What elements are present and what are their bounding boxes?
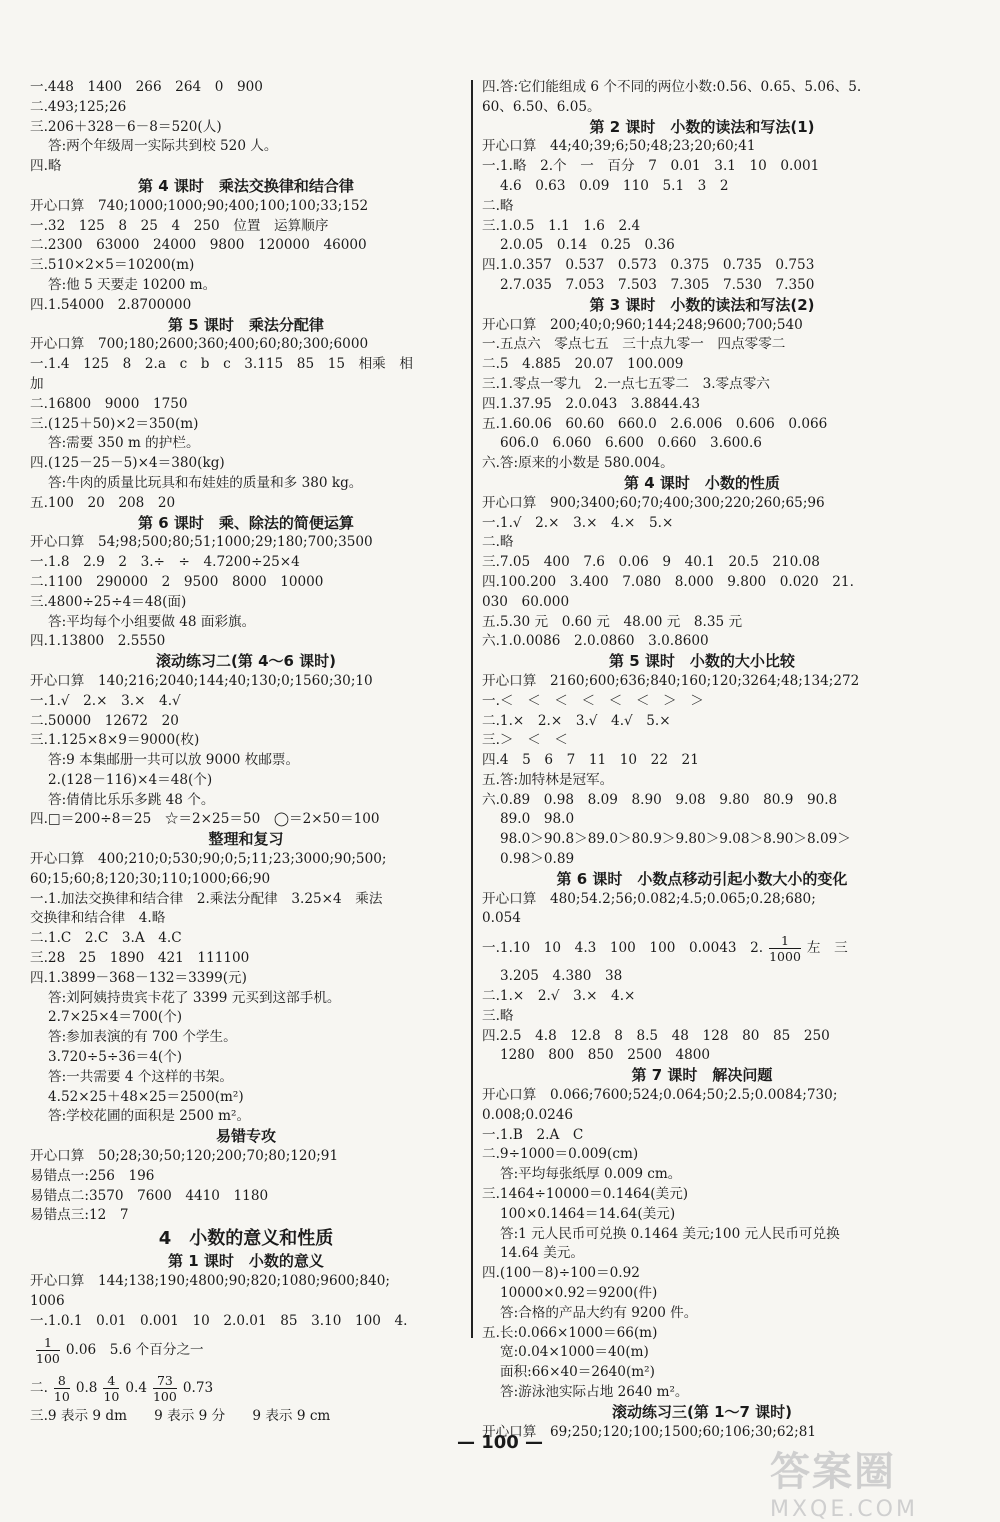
answer-line: 60;15;60;8;120;30;110;1000;66;90 [30, 870, 271, 887]
right-column [482, 78, 922, 1442]
section-heading: 第 5 课时 乘法分配律 [168, 315, 324, 334]
answer-line: 易错点三:12 7 [30, 1207, 129, 1224]
answer-line: 0.98＞0.89 [500, 851, 575, 868]
answer-line: 一.1.√ 2.× 3.× 4.× 5.× [482, 514, 674, 531]
answer-line: 开心口算 54;98;500;80;51;1000;29;180;700;3500 [30, 534, 373, 551]
answer-line: 四.答:它们能组成 6 个不同的两位小数:0.56、0.65、5.06、5. [482, 79, 862, 95]
fraction-denominator: 10 [103, 1389, 120, 1405]
section-heading: 第 4 课时 乘法交换律和结合律 [138, 176, 354, 195]
answer-line: 二.493;125;26 [30, 98, 127, 115]
answer-line: 答:平均每个小组要做 48 面彩旗。 [48, 613, 256, 630]
answer-line: 四.(100－8)÷100＝0.92 [482, 1265, 640, 1282]
answer-line: 60、6.50、6.05。 [482, 98, 601, 115]
answer-line: 1280 800 850 2500 4800 [500, 1047, 711, 1064]
fraction-numerator: 4 [103, 1373, 119, 1389]
answer-line: 开心口算 400;210;0;530;90;0;5;11;23;3000;90;500; [30, 851, 387, 868]
answer-text: 0.73 [182, 1380, 214, 1397]
answer-line: 4.52×25＋48×25＝2500(m²) [48, 1088, 244, 1105]
answer-line: 宽:0.04×1000＝40(m) [500, 1344, 649, 1361]
answer-line: 二.9÷1000＝0.009(cm) [482, 1146, 639, 1163]
answer-line: 五.5.30 元 0.60 元 48.00 元 8.35 元 [482, 613, 743, 630]
answer-line: 一.1.加法交换律和结合律 2.乘法分配律 3.25×4 乘法 [30, 890, 383, 907]
answer-line: 一.1.√ 2.× 3.× 4.√ [30, 692, 181, 709]
answer-line: 开心口算 50;28;30;50;120;200;70;80;120;91 [30, 1148, 339, 1165]
answer-line: 答:合格的产品大约有 9200 件。 [500, 1304, 698, 1321]
answer-line: 答:平均每张纸厚 0.009 cm。 [500, 1166, 682, 1183]
answer-line: 三.(125＋50)×2＝350(m) [30, 415, 199, 432]
answer-line: 0.054 [482, 910, 521, 927]
answer-line: 二.略 [482, 534, 514, 551]
answer-line: 二.5 4.885 20.07 100.009 [482, 356, 684, 373]
page-number: — 100 — [456, 1432, 544, 1453]
answer-line: 二.1.× 2.× 3.√ 4.√ 5.× [482, 712, 671, 729]
section-heading: 整理和复习 [208, 830, 284, 849]
answer-line: 三.＞ ＜ ＜ [482, 732, 568, 749]
fraction [103, 1373, 119, 1404]
left-column [30, 78, 462, 1427]
answer-line: 三.9 表示 9 dm 9 表示 9 分 9 表示 9 cm [30, 1408, 331, 1425]
answer-line: 三.略 [482, 1007, 514, 1024]
answer-line: 答:刘阿姨持贵宾卡花了 3399 元买到这部手机。 [48, 989, 341, 1006]
answer-line: 易错点二:3570 7600 4410 1180 [30, 1187, 269, 1204]
answer-text: 0.8 [75, 1380, 98, 1397]
watermark-text: 答案圈 [770, 1449, 896, 1495]
answer-line: 答:9 本集邮册一共可以放 9000 枚邮票。 [48, 752, 300, 769]
section-heading: 第 2 课时 小数的读法和写法(1) [589, 117, 815, 136]
answer-line: 答:倩倩比乐乐多跳 48 个。 [48, 791, 215, 808]
answer-line: 开心口算 2160;600;636;840;160;120;3264;48;134;272 [482, 672, 860, 689]
answer-line: 2.(128－116)×4＝48(个) [48, 771, 213, 788]
answer-line: 开心口算 144;138;190;4800;90;820;1080;9600;840; [30, 1273, 391, 1290]
answer-line: 三.1.125×8×9＝9000(枚) [30, 732, 200, 749]
answer-line: 加 [30, 375, 44, 392]
section-heading: 第 6 课时 乘、除法的简便运算 [138, 513, 354, 532]
answer-line: 二.1100 290000 2 9500 8000 10000 [30, 573, 324, 590]
answer-line: 三.1464÷10000＝0.1464(美元) [482, 1186, 689, 1203]
answer-line: 答:1 元人民币可兑换 0.1464 美元;100 元人民币可兑换 [500, 1225, 840, 1242]
answer-line: 一.448 1400 266 264 0 900 [30, 79, 263, 95]
answer-line: 三.1.零点一零九 2.一点七五零二 3.零点零六 [482, 375, 770, 392]
answer-line: 0.008;0.0246 [482, 1106, 574, 1123]
answer-line: 一.1.4 125 8 2.a c b c 3.115 85 15 相乘 相 [30, 356, 413, 373]
answer-line: 五.1.60.06 60.60 660.0 2.6.006 0.606 0.066 [482, 415, 828, 432]
section-heading: 第 5 课时 小数的大小比较 [609, 652, 795, 671]
fraction-denominator: 100 [36, 1351, 60, 1367]
answer-line: 五.100 20 208 20 [30, 494, 176, 511]
answer-line: 答:一共需要 4 个这样的书架。 [48, 1068, 233, 1085]
fraction-denominator: 100 [152, 1389, 177, 1405]
fraction [153, 1373, 177, 1404]
fraction-denominator: 10 [53, 1389, 70, 1405]
fraction-numerator: 1 [36, 1335, 60, 1351]
answer-line: 开心口算 44;40;39;6;50;48;23;20;60;41 [482, 138, 756, 155]
answer-line: 四.□＝200÷8＝25 ☆＝2×25＝50 ◯＝2×50＝100 [30, 811, 380, 828]
answer-line: 606.0 6.060 6.600 0.660 3.600.6 [500, 435, 762, 452]
answer-line: 2.7.035 7.053 7.503 7.305 7.530 7.350 [500, 276, 815, 293]
answer-line: 3.205 4.380 38 [500, 968, 623, 985]
answer-line: 一.五点六 零点七五 三十点九零一 四点零零二 [482, 336, 786, 353]
answer-line: 答:需要 350 m 的护栏。 [48, 435, 200, 452]
answer-line: 答:学校花圃的面积是 2500 m²。 [48, 1108, 251, 1125]
answer-line [30, 1331, 462, 1369]
answer-line: 三.206＋328－6－8＝520(人) [30, 118, 222, 135]
fraction [54, 1373, 70, 1404]
answer-line: 二.1.C 2.C 3.A 4.C [30, 930, 182, 947]
answer-line: 五.长:0.066×1000＝66(m) [482, 1324, 658, 1341]
answer-line: 面积:66×40＝2640(m²) [500, 1364, 655, 1381]
answer-line: 开心口算 200;40;0;960;144;248;9600;700;540 [482, 316, 803, 333]
section-heading: 滚动练习三(第 1～7 课时) [611, 1402, 793, 1421]
answer-line: 10000×0.92＝9200(件) [500, 1285, 658, 1302]
answer-line: 2.0.05 0.14 0.25 0.36 [500, 237, 675, 254]
fraction [769, 933, 801, 964]
answer-line: 一.1.B 2.A C [482, 1126, 584, 1143]
answer-line: 开心口算 740;1000;1000;90;400;100;100;33;152 [30, 197, 369, 214]
answer-line: 3.720÷5÷36＝4(个) [48, 1049, 183, 1066]
answer-line: 交换律和结合律 4.略 [30, 910, 166, 927]
answer-line: 四.1.0.357 0.537 0.573 0.375 0.735 0.753 [482, 257, 815, 274]
section-heading: 第 4 课时 小数的性质 [624, 473, 780, 492]
answer-text: 0.06 5.6 个百分之一 [65, 1342, 204, 1359]
answer-line: 一.＜ ＜ ＜ ＜ ＜ ＜ ＞ ＞ [482, 692, 704, 709]
answer-line: 开心口算 900;3400;60;70;400;300;220;260;65;96 [482, 494, 825, 511]
answer-line: 四.(125－25－5)×4＝380(kg) [30, 455, 225, 472]
answer-line: 三.510×2×5＝10200(m) [30, 257, 195, 274]
answer-line: 开心口算 700;180;2600;360;400;60;80;300;6000 [30, 336, 369, 353]
answer-line: 2.7×25×4＝700(个) [48, 1009, 183, 1026]
answer-line: 开心口算 0.066;7600;524;0.064;50;2.5;0.0084;730; [482, 1087, 838, 1104]
answer-line: 开心口算 140;216;2040;144;40;130;0;1560;30;10 [30, 672, 373, 689]
answer-line: 一.1.0.1 0.01 0.001 10 2.0.01 85 3.10 100 4. [30, 1312, 408, 1329]
fraction-denominator: 1000 [769, 949, 801, 965]
answer-text: 0.4 [125, 1380, 147, 1397]
answer-line: 89.0 98.0 [500, 811, 575, 828]
answer-line: 答:两个年级周一实际共到校 520 人。 [48, 138, 278, 155]
answer-line: 答:参加表演的有 700 个学生。 [48, 1029, 237, 1046]
answer-line: 一.1.略 2.个 一 百分 7 0.01 3.1 10 0.001 [482, 158, 820, 175]
answer-text: 左 三 [806, 940, 848, 957]
answer-line: 三.28 25 1890 421 111100 [30, 950, 250, 967]
answer-line: 一.32 125 8 25 4 250 位置 运算顺序 [30, 217, 329, 234]
answer-line: 开心口算 480;54.2;56;0.082;4.5;0.065;0.28;680; [482, 890, 816, 907]
answer-line: 14.64 美元。 [500, 1245, 585, 1262]
answer-line: 四.1.13800 2.5550 [30, 633, 166, 650]
answer-line: 1006 [30, 1292, 65, 1309]
answer-line: 四.1.54000 2.8700000 [30, 296, 192, 313]
answer-text: 二. [30, 1380, 48, 1397]
answer-line: 四.1.37.95 2.0.043 3.8844.43 [482, 395, 701, 412]
answer-line: 五.答:加特林是冠军。 [482, 771, 614, 788]
answer-line: 一.1.8 2.9 2 3.÷ ÷ 4.7200÷25×4 [30, 554, 300, 571]
section-heading: 4 小数的意义和性质 [158, 1228, 334, 1250]
answer-line: 答:游泳池实际占地 2640 m²。 [500, 1384, 689, 1400]
answer-line: 三.7.05 400 7.6 0.06 9 40.1 20.5 210.08 [482, 554, 820, 571]
answer-line: 开心口算 69;250;120;100;1500;60;106;30;62;81 [482, 1423, 817, 1440]
fraction [36, 1335, 60, 1366]
answer-line: 二.略 [482, 197, 514, 214]
answer-line: 易错点一:256 196 [30, 1167, 155, 1184]
answer-line: 四.2.5 4.8 12.8 8 8.5 48 128 80 85 250 [482, 1027, 830, 1044]
answer-line: 4.6 0.63 0.09 110 5.1 3 2 [500, 177, 729, 194]
answer-line: 四.100.200 3.400 7.080 8.000 9.800 0.020 21. [482, 573, 854, 590]
answer-line: 二.2300 63000 24000 9800 120000 46000 [30, 237, 367, 254]
section-heading: 易错专攻 [215, 1127, 276, 1146]
answer-line: 二.16800 9000 1750 [30, 395, 188, 412]
answer-line: 四.略 [30, 158, 62, 175]
watermark-logo [770, 1440, 970, 1522]
answer-line: 030 60.000 [482, 593, 570, 610]
answer-line: 100×0.1464＝14.64(美元) [500, 1205, 676, 1222]
answer-line: 答:他 5 天要走 10200 m。 [48, 276, 217, 293]
answer-line: 二.50000 12672 20 [30, 712, 179, 729]
answer-line: 三.1.0.5 1.1 1.6 2.4 [482, 217, 641, 234]
fraction-numerator: 73 [153, 1373, 177, 1389]
fraction-numerator: 8 [54, 1373, 70, 1389]
section-heading: 第 7 课时 解决问题 [631, 1066, 773, 1085]
answer-line: 六.0.89 0.98 8.09 8.90 9.08 9.80 80.9 90.8 [482, 791, 838, 808]
answer-text: 一.1.10 10 4.3 100 100 0.0043 2. [482, 940, 764, 957]
fraction-numerator: 1 [769, 933, 801, 949]
section-heading: 第 1 课时 小数的意义 [168, 1252, 324, 1271]
answer-line: 四.1.3899－368－132＝3399(元) [30, 969, 247, 986]
answer-line [482, 929, 922, 967]
answer-line: 答:牛肉的质量比玩具和布娃娃的质量和多 380 kg。 [48, 474, 363, 491]
answer-line: 六.答:原来的小数是 580.004。 [482, 455, 674, 472]
watermark-url: MXQE.COM [770, 1497, 918, 1522]
section-heading: 滚动练习二(第 4～6 课时) [155, 652, 337, 671]
answer-line: 98.0＞90.8＞89.0＞80.9＞9.80＞9.08＞8.90＞8.09＞ [500, 831, 851, 848]
answer-line: 四.4 5 6 7 11 10 22 21 [482, 752, 699, 769]
column-divider [471, 80, 473, 1338]
answer-line [30, 1369, 462, 1407]
answer-line: 二.1.× 2.√ 3.× 4.× [482, 988, 636, 1005]
section-heading: 第 3 课时 小数的读法和写法(2) [589, 295, 815, 314]
section-heading: 第 6 课时 小数点移动引起小数大小的变化 [556, 869, 848, 888]
answer-line: 三.4800÷25÷4＝48(面) [30, 593, 187, 610]
answer-line: 六.1.0.0086 2.0.0860 3.0.8600 [482, 633, 709, 650]
